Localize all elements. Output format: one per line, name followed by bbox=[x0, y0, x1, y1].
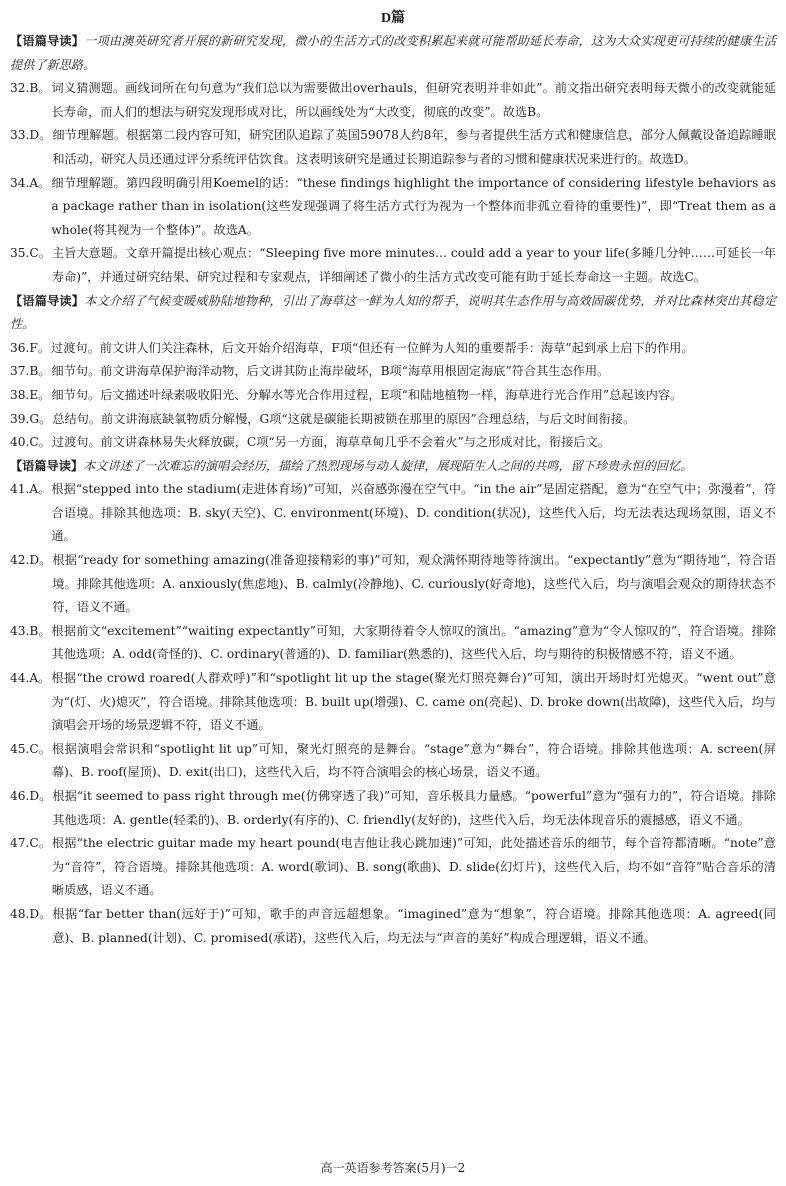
answer-item bbox=[10, 667, 776, 738]
answer-number: 47.C。 bbox=[10, 836, 51, 851]
answer-explanation: 细节理解题。第四段明确引用Koemel的话：“these findings highlight the importance of considering lifestyle behaviors as a package rather than in isolation(这些发现强调了将生活方式行为视为一个整体而非孤立看待的重要性)”，即“Treat them as a whole(将其视为一个整体)”。故选A。 bbox=[51, 175, 776, 237]
answer-item bbox=[10, 620, 776, 667]
answer-number: 43.B。 bbox=[10, 623, 51, 638]
answer-number: 40.C。 bbox=[10, 435, 51, 450]
answer-explanation: 细节理解题。根据第二段内容可知，研究团队追踪了英国59078人约8年，参与者提供生活方式和健康信息，部分人佩戴设备追踪睡眠和活动，研究人员还通过评分系统评估饮食。这表明该研究是通过长期追踪参与者的习惯和健康状况来进行的。故选D。 bbox=[52, 128, 776, 166]
answer-number: 42.D。 bbox=[10, 553, 52, 568]
answer-number: 38.E。 bbox=[10, 387, 51, 402]
answer-explanation: 根据“ready for something amazing(准备迎接精彩的事)”可知，观众满怀期待地等待演出。“expectantly”意为“期待地”，符合语境。排除其他选项：A. anxiously(焦虑地)、B. calmly(冷静地)、C. curiously(好奇地)，这些代入后，均与演唱会观众的期待状态不符，语义不通。 bbox=[52, 553, 776, 615]
answer-explanation: 总结句。前文讲海底缺氧物质分解慢，G项“这就是碳能长期被锁在那里的原因”合理总结，与后文时间衔接。 bbox=[52, 411, 636, 426]
page-footer: 高一英语参考答案(5月)一2 bbox=[320, 1161, 466, 1175]
answer-item bbox=[10, 408, 776, 432]
guide-tag: 【语篇导读】 bbox=[10, 34, 85, 48]
reading-guide-2 bbox=[10, 290, 776, 337]
answer-item bbox=[10, 903, 776, 950]
answer-item bbox=[10, 431, 776, 455]
answer-item bbox=[10, 549, 776, 620]
section-title: D篇 bbox=[380, 11, 406, 26]
answer-explanation: 词义猜测题。画线词所在句句意为“我们总以为需要做出overhauls，但研究表明并非如此”。前文指出研究表明每天微小的改变就能延长寿命，而人们的想法与研究发现形成对比，所以画线处为“大改变，彻底的改变”。故选B。 bbox=[51, 81, 776, 119]
answer-explanation: 主旨大意题。文章开篇提出核心观点：“Sleeping five more minutes… could add a year to your life(多睡几分钟……可延长一年寿命)”，并通过研究结果、研究过程和专家观点，详细阐述了微小的生活方式改变可能有助于延长寿命这一主题。故选C。 bbox=[51, 246, 776, 284]
answer-number: 46.D。 bbox=[10, 789, 52, 803]
reading-guide-3 bbox=[10, 455, 776, 479]
reading-guide-1 bbox=[10, 30, 776, 77]
answer-explanation: 细节句。前文讲海草保护海洋动物，后文讲其防止海岸破坏，B项“海草用根固定海底”符合其生态作用。 bbox=[51, 364, 610, 379]
answer-item bbox=[10, 738, 776, 785]
answer-number: 37.B。 bbox=[10, 364, 51, 379]
guide-text: 本文介绍了气候变暖威胁陆地物种，引出了海草这一鲜为人知的帮手，说明其生态作用与高效固碳优势，并对比森林突出其稳定性。 bbox=[10, 293, 777, 332]
answer-explanation: 过渡句。前文讲人们关注森林，后文开始介绍海草，F项“但还有一位鲜为人知的重要帮手：海草”起到承上启下的作用。 bbox=[51, 340, 694, 355]
answer-item bbox=[10, 172, 776, 243]
answer-item bbox=[10, 478, 776, 549]
answer-item bbox=[10, 337, 776, 361]
answer-number: 48.D。 bbox=[10, 906, 52, 921]
answer-item bbox=[10, 785, 776, 832]
guide-tag: 【语篇导读】 bbox=[10, 293, 85, 308]
guide-tag: 【语篇导读】 bbox=[10, 458, 84, 473]
answer-number: 32.B。 bbox=[10, 81, 51, 96]
answer-number: 36.F。 bbox=[10, 340, 51, 355]
answer-item bbox=[10, 77, 776, 124]
answer-explanation: 过渡句。前文讲森林易失火释放碳，C项“另一方面，海草草甸几乎不会着火”与之形成对比，衔接后文。 bbox=[51, 435, 610, 450]
answer-explanation: 根据“stepped into the stadium(走进体育场)”可知，兴奋感弥漫在空气中。“in the air”是固定搭配，意为“在空气中；弥漫着”，符合语境。排除其他选项：B. sky(天空)、C. environment(环境)、D. condition(状况)，这些代入后，均无法表达现场氛围，语义不通。 bbox=[51, 482, 776, 544]
answer-number: 39.G。 bbox=[10, 411, 52, 426]
answer-item bbox=[10, 360, 776, 384]
answer-item bbox=[10, 242, 776, 289]
guide-text: 本文讲述了一次难忘的演唱会经历，描绘了热烈现场与动人旋律，展现陌生人之间的共鸣，留下珍贵永恒的回忆。 bbox=[83, 458, 693, 473]
answer-number: 35.C。 bbox=[10, 246, 51, 261]
answer-explanation: 根据前文“excitement”“waiting expectantly”可知，大家期待着令人惊叹的演出。“amazing”意为“令人惊叹的”，符合语境。排除其他选项：A. odd(奇怪的)、C. ordinary(普通的)、D. familiar(熟悉的)，这些代入后，均与期待的积极情感不符，语义不通。 bbox=[51, 623, 776, 662]
answer-item bbox=[10, 124, 776, 171]
answer-number: 33.D。 bbox=[10, 128, 52, 143]
answer-explanation: 根据演唱会常识和“spotlight lit up”可知，聚光灯照亮的是舞台。“stage”意为“舞台”，符合语境。排除其他选项：A. screen(屏幕)、B. roof(屋顶)、D. exit(出口)，这些代入后，均不符合演唱会的核心场景，语义不通。 bbox=[51, 741, 776, 780]
answer-item bbox=[10, 384, 776, 408]
answer-explanation: 根据“it seemed to pass right through me(仿佛穿透了我)”可知，音乐极具力量感。“powerful”意为“强有力的”，符合语境。排除其他选项：A. gentle(轻柔的)、B. orderly(有序的)、C. friendly(友好的)，这些代入后，均无法体现音乐的震撼感，语义不通。 bbox=[52, 789, 776, 827]
guide-text: 一项由澳英研究者开展的新研究发现，微小的生活方式的改变积累起来就可能帮助延长寿命，这为大众实现更可持续的健康生活提供了新思路。 bbox=[10, 34, 777, 72]
answer-explanation: 细节句。后文描述叶绿素吸收阳光、分解水等光合作用过程，E项“和陆地植物一样，海草进行光合作用”总起该内容。 bbox=[51, 387, 683, 402]
answer-explanation: 根据“the electric guitar made my heart pound(电吉他让我心跳加速)”可知，此处描述音乐的细节，每个音符都清晰。“note”意为“音符”，符合语境。排除其他选项：A. word(歌词)、B. song(歌曲)、D. slide(幻灯片)，这些代入后，均不如“音符”贴合音乐的清晰质感，语义不通。 bbox=[51, 836, 776, 898]
answer-number: 34.A。 bbox=[10, 175, 51, 190]
answer-explanation: 根据“far better than(远好于)”可知，歌手的声音远超想象。“imagined”意为“想象”，符合语境。排除其他选项：A. agreed(同意)、B. planned(计划)、C. promised(承诺)，这些代入后，均无法与“声音的美好”构成合理逻辑，语义不通。 bbox=[52, 906, 776, 945]
answer-explanation: 根据“the crowd roared(人群欢呼)”和“spotlight lit up the stage(聚光灯照亮舞台)”可知，演出开场时灯光熄灭。“went out”意为“(灯、火)熄灭”，符合语境。排除其他选项：B. built up(增强)、C. came on(亮起)、D. broke down(出故障)，这些代入后，均与演唱会开场的场景逻辑不符，语义不通。 bbox=[51, 671, 776, 733]
answer-number: 41.A。 bbox=[10, 482, 51, 497]
answer-number: 45.C。 bbox=[10, 741, 51, 756]
answer-number: 44.A。 bbox=[10, 671, 51, 686]
answer-item bbox=[10, 832, 776, 903]
